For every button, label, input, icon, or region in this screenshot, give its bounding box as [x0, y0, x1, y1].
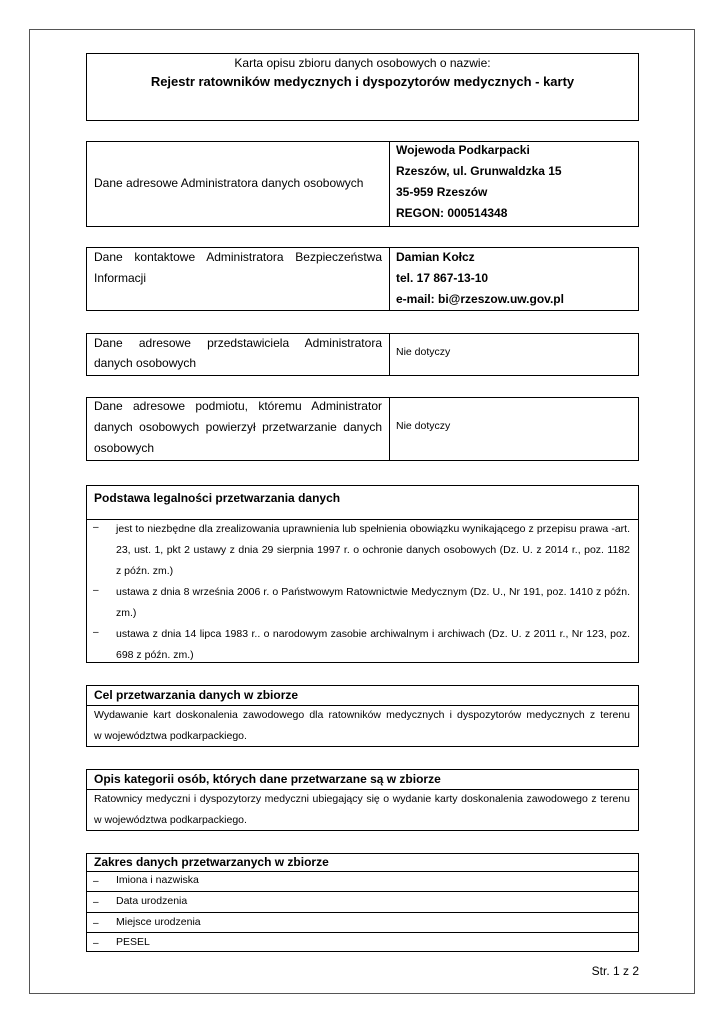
processor-label-cont: danych osobowych powierzył przetwarzanie danych	[94, 420, 382, 434]
page-number: Str. 1 z 2	[591, 964, 639, 978]
purpose-box	[86, 685, 639, 747]
categories-box	[86, 769, 639, 831]
admin-name: Wojewoda Podkarpacki	[396, 143, 530, 157]
purpose-heading: Cel przetwarzania danych w zbiorze	[94, 688, 299, 702]
representative-box	[86, 333, 639, 376]
abi-name: Damian Kołcz	[396, 250, 475, 264]
legal-basis-item-2: ustawa z dnia 8 września 2006 r. o Państwowym Ratownictwie Medycznym (Dz. U., Nr 191, poz. 1410 z późn.	[116, 586, 630, 598]
processor-label-end: osobowych	[94, 441, 155, 455]
dash-icon: –	[93, 585, 99, 596]
purpose-text: Wydawanie kart doskonalenia zawodowego dla ratowników medycznych i dyspozytorów medycznych z terenu	[94, 709, 630, 721]
data-scope-item: PESEL	[116, 936, 150, 948]
divider	[389, 142, 390, 226]
categories-text: Ratownicy medyczni i dyspozytorzy medyczni ubiegający się o wydanie karty doskonalenia zawodowego z terenu	[94, 793, 630, 805]
header-title: Rejestr ratowników medycznych i dyspozytorów medycznych - karty	[150, 74, 575, 89]
admin-address-label: Dane adresowe Administratora danych osobowych	[94, 176, 364, 190]
dash-icon: –	[93, 918, 99, 929]
admin-street: Rzeszów, ul. Grunwaldzka 15	[396, 164, 562, 178]
admin-city: 35-959 Rzeszów	[396, 185, 488, 199]
processor-value: Nie dotyczy	[396, 420, 451, 432]
data-scope-heading: Zakres danych przetwarzanych w zbiorze	[94, 855, 329, 869]
dash-icon: –	[93, 627, 99, 638]
legal-basis-item-2-end: zm.)	[116, 607, 137, 619]
data-scope-item: Imiona i nazwiska	[116, 874, 199, 886]
admin-address-box	[86, 141, 639, 227]
dash-icon: –	[93, 938, 99, 949]
divider	[389, 248, 390, 310]
legal-basis-box	[86, 485, 639, 663]
categories-heading: Opis kategorii osób, których dane przetwarzane są w zbiorze	[94, 772, 441, 786]
processor-label: Dane adresowe podmiotu, któremu Administrator	[94, 399, 382, 413]
legal-basis-item-3-end: 698 z późn. zm.)	[116, 649, 194, 661]
dash-icon: –	[93, 522, 99, 533]
dash-icon: –	[93, 876, 99, 887]
legal-basis-item-3: ustawa z dnia 14 lipca 1983 r.. o narodowym zasobie archiwalnym i archiwach (Dz. U. z 2011 r., Nr 123, poz.	[116, 628, 630, 640]
abi-contact-label-cont: Informacji	[94, 271, 147, 285]
divider	[389, 334, 390, 375]
header-box	[86, 53, 639, 121]
legal-basis-item-1-cont: 23, ust. 1, pkt 2 ustawy z dnia 29 sierpnia 1997 r. o ochronie danych osobowych (Dz. U. z 2014 r., poz. 1182	[116, 544, 630, 556]
legal-basis-heading: Podstawa legalności przetwarzania danych	[94, 491, 341, 505]
dash-icon: –	[93, 897, 99, 908]
data-scope-box	[86, 853, 639, 952]
data-scope-item: Data urodzenia	[116, 895, 188, 907]
abi-email: e-mail: bi@rzeszow.uw.gov.pl	[396, 292, 564, 306]
purpose-text-cont: w województwa podkarpackiego.	[94, 730, 247, 742]
divider	[389, 398, 390, 460]
header-subtitle: Karta opisu zbioru danych osobowych o nazwie:	[234, 56, 491, 70]
abi-contact-box	[86, 247, 639, 311]
representative-value: Nie dotyczy	[396, 346, 451, 358]
data-scope-item: Miejsce urodzenia	[116, 916, 201, 928]
admin-regon: REGON: 000514348	[396, 206, 508, 220]
representative-label: Dane adresowe przedstawiciela Administratora	[94, 336, 382, 350]
abi-phone: tel. 17 867-13-10	[396, 271, 489, 285]
representative-label-cont: danych osobowych	[94, 356, 197, 370]
abi-contact-label: Dane kontaktowe Administratora Bezpieczeństwa	[94, 250, 382, 264]
legal-basis-item-1-end: z późn. zm.)	[116, 565, 174, 577]
categories-text-cont: w województwa podkarpackiego.	[94, 814, 247, 826]
legal-basis-item-1: jest to niezbędne dla zrealizowania uprawnienia lub spełnienia obowiązku wynikającego z przepisu prawa -art.	[116, 523, 630, 535]
processor-box	[86, 397, 639, 461]
